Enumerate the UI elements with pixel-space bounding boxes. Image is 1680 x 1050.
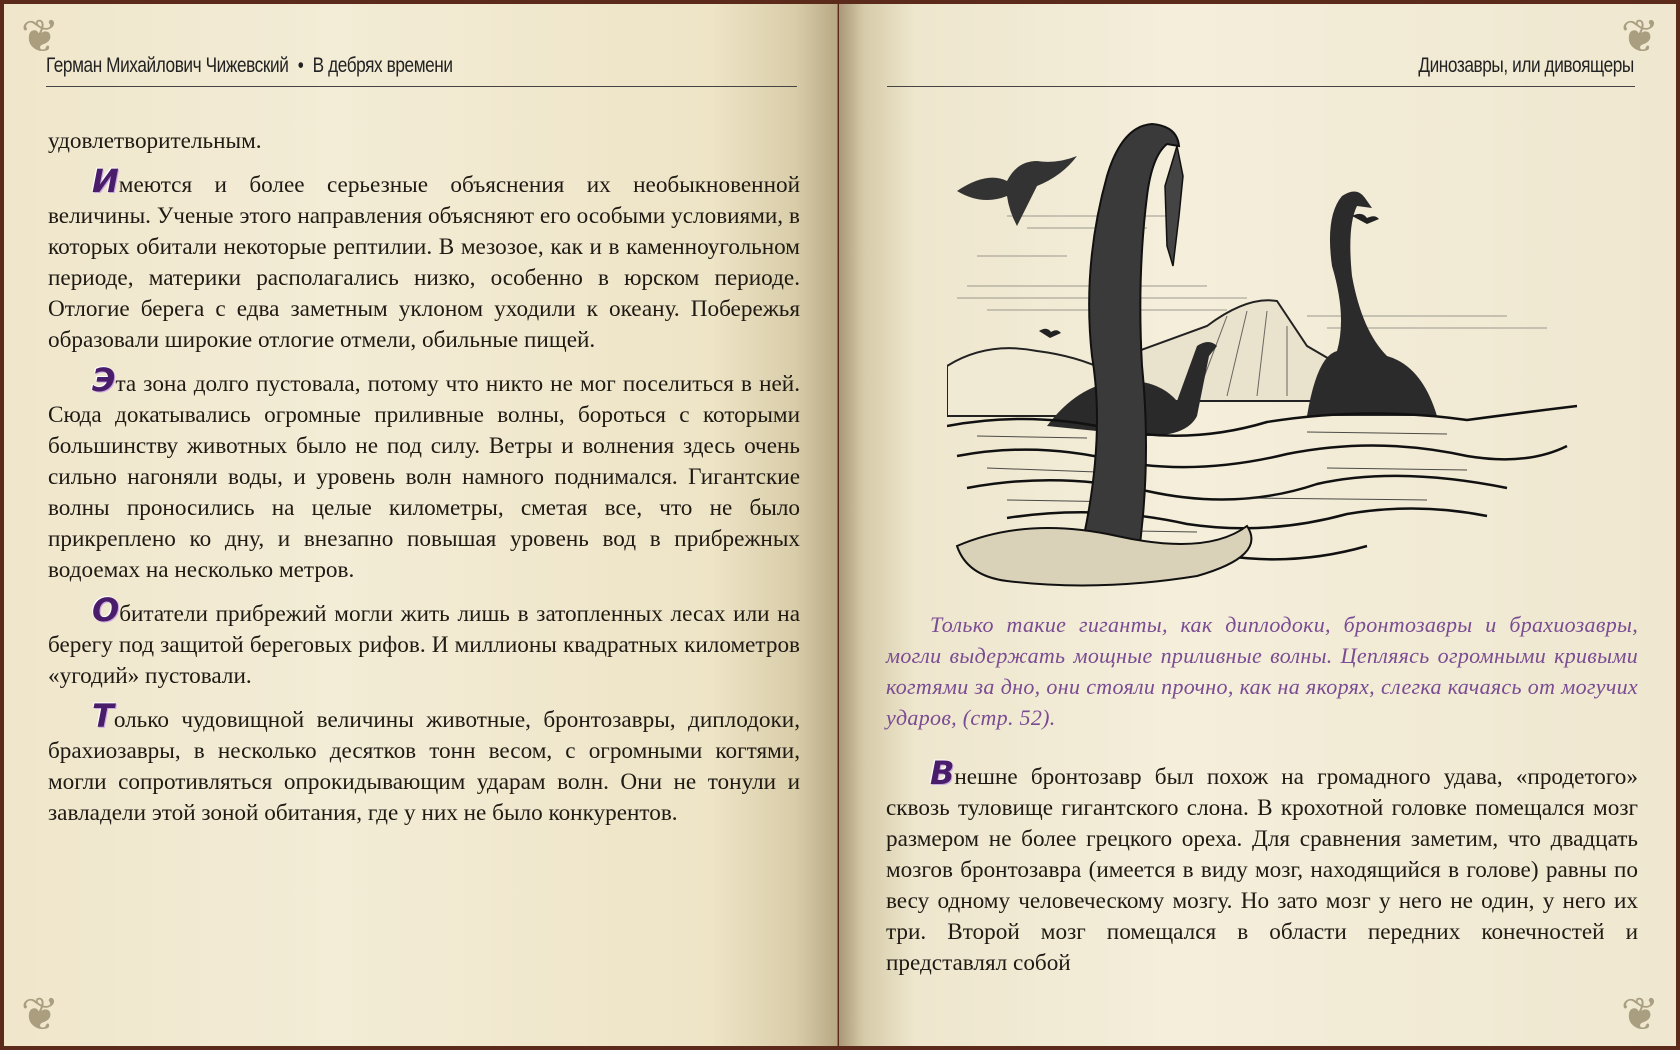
header-author: Герман Михайлович Чижевский [46,54,289,77]
left-page[interactable] [4,4,838,1046]
drop-cap: Т [92,697,114,735]
drop-cap: Э [92,361,116,399]
header-rule [46,86,797,87]
header-chapter-title: Динозавры, или дивоящеры [1418,54,1634,77]
paragraph-text: нешне бронтозавр был похож на громадного удава, «продетого» сквозь туловище гигантского слона. В крохотной головке помещался мозг размером не более грецкого ореха. Для сравнения заметим, что двадцать мозгов бронтозавра (имеется в виду мозг, находящийся в голове) равны по весу одному человеческому мозгу. Но зато мозг у него не один, у него их три. Второй мозг помещался в области передних конечностей и представлял собой [886,764,1638,976]
drop-cap: В [930,754,955,792]
paragraph [48,591,800,692]
small-bird [1352,214,1379,224]
paragraph-text: меются и более серьезные объяснения их необыкновенной величины. Ученые этого направления объясняют его особыми условиями, в которых обитали некоторые рептилии. В мезозое, как и в каменноугольном периоде, материки располагались низко, особенно в юрском периоде. Отлогие берега с едва заметным уклоном уходили к океану. Побережья образовали широкие отлогие отмели, обильные пищей. [48,172,800,353]
paragraph [48,697,800,829]
corner-ornament-icon: ❦ [1620,9,1660,63]
paragraph [886,754,1638,979]
illustration-caption: Только такие гиганты, как диплодоки, бронтозавры и брахиозавры, могли выдержать мощные приливные волны. Цепляясь огромными кривыми когтями за дно, они стояли прочно, как на якорях, слегка качаясь от могучих ударов, (стр. 52). [886,612,1638,730]
right-page[interactable] [839,4,1676,1046]
paragraph-text: та зона долго пустовала, потому что никто не мог поселиться в ней. Сюда докатывались огромные приливные волны, бороться с которыми большинству животных было не под силу. Ветры и волнения здесь очень сильно нагоняли воды, и уровень волн намного поднимался. Гигантские волны проносились на целые километры, сметая все, что не было прикреплено ко дну, и внезапно повышая уровень вод в прибрежных водоемах на несколько метров. [48,371,800,583]
small-bird [1039,329,1061,338]
foreground-swirl [957,526,1251,585]
header-separator: • [297,54,304,77]
left-page-body [48,126,800,842]
paragraph-text: олько чудовищной величины животные, бронтозавры, диплодоки, брахиозавры, в несколько десятков тонн весом, с огромными когтями, могли сопротивляться опрокидывающим ударам волн. Они не тонули и завладели этой зоной обитания, где у них не было конкурентов. [48,707,800,826]
dangling-seaweed [1165,146,1183,266]
paragraph-text: удовлетворительным. [48,128,262,154]
paragraph [48,162,800,356]
brachiosaurus [1307,191,1437,416]
drop-cap: О [92,591,120,629]
running-header-left [46,54,453,78]
dinosaur-illustration [947,116,1587,592]
header-rule [887,86,1635,87]
corner-ornament-icon: ❦ [20,9,60,63]
paragraph-text: битатели прибрежий могли жить лишь в затопленных лесах или на берегу под защитой береговых рифов. И миллионы квадратных километров «угодий» пустовали. [48,601,800,689]
drop-cap: И [92,162,119,200]
header-book-title: В дебрях времени [312,54,453,77]
running-header-right [1418,54,1634,78]
corner-ornament-icon: ❦ [1620,987,1660,1041]
corner-ornament-icon: ❦ [20,987,60,1041]
paragraph [48,126,800,157]
right-page-body [886,754,1638,992]
paragraph [48,361,800,586]
